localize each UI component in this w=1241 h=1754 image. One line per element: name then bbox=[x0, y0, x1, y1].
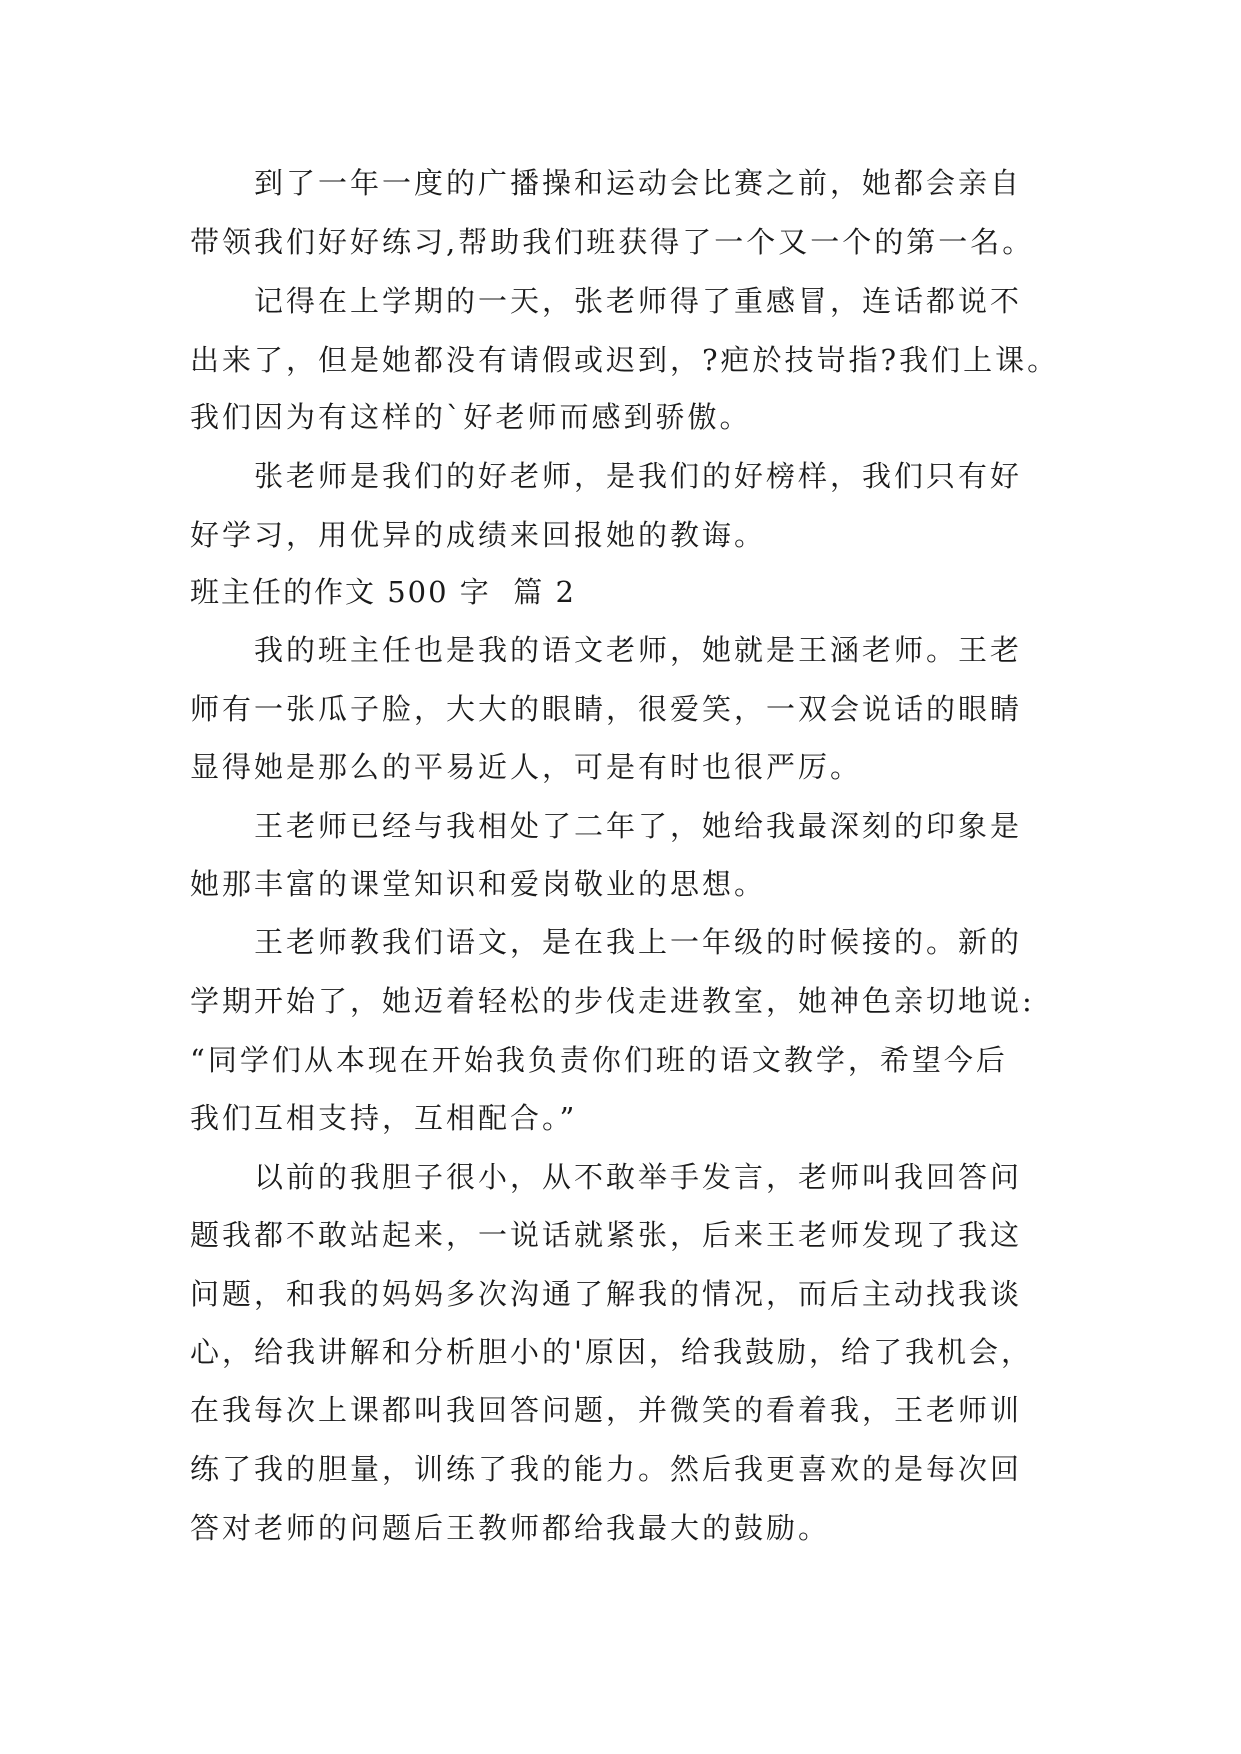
paragraph-7-line-2: 题我都不敢站起来，一说话就紧张，后来王老师发现了我这 bbox=[190, 1218, 1023, 1252]
paragraph-1-line-2: 带领我们好好练习,帮助我们班获得了一个又一个的第一名。 bbox=[190, 225, 1035, 259]
paragraph-7-line-1: 以前的我胆子很小，从不敢举手发言，老师叫我回答问 bbox=[254, 1160, 1023, 1194]
paragraph-2-line-3: 我们因为有这样的`好老师而感到骄傲。 bbox=[190, 400, 752, 434]
section-heading: 班主任的作文 500 字 篇 2 bbox=[190, 575, 576, 609]
paragraph-7-line-4: 心，给我讲解和分析胆小的'原因，给我鼓励，给了我机会， bbox=[190, 1335, 1033, 1369]
paragraph-6-line-4: 我们互相支持，互相配合。” bbox=[190, 1101, 578, 1135]
paragraph-6-line-1: 王老师教我们语文，是在我上一年级的时候接的。新的 bbox=[254, 925, 1023, 959]
paragraph-3-line-2: 好学习，用优异的成绩来回报她的教诲。 bbox=[190, 518, 767, 552]
paragraph-7-line-5: 在我每次上课都叫我回答问题，并微笑的看着我，王老师训 bbox=[190, 1393, 1023, 1427]
paragraph-5-line-1: 王老师已经与我相处了二年了，她给我最深刻的印象是 bbox=[254, 809, 1023, 843]
paragraph-7-line-6: 练了我的胆量，训练了我的能力。然后我更喜欢的是每次回 bbox=[190, 1452, 1023, 1486]
paragraph-4-line-2: 师有一张瓜子脸，大大的眼睛，很爱笑，一双会说话的眼睛 bbox=[190, 692, 1023, 726]
paragraph-2-line-1: 记得在上学期的一天，张老师得了重感冒，连话都说不 bbox=[254, 284, 1023, 318]
paragraph-1-line-1: 到了一年一度的广播操和运动会比赛之前，她都会亲自 bbox=[254, 166, 1023, 200]
paragraph-6-line-2: 学期开始了，她迈着轻松的步伐走进教室，她神色亲切地说: bbox=[190, 984, 1035, 1018]
paragraph-4-line-1: 我的班主任也是我的语文老师，她就是王涵老师。王老 bbox=[254, 633, 1023, 667]
paragraph-4-line-3: 显得她是那么的平易近人，可是有时也很严厉。 bbox=[190, 750, 863, 784]
paragraph-7-line-3: 问题，和我的妈妈多次沟通了解我的情况，而后主动找我谈 bbox=[190, 1277, 1023, 1311]
paragraph-6-line-3: “同学们从本现在开始我负责你们班的语文教学，希望今后 bbox=[190, 1043, 1008, 1077]
paragraph-7-line-7: 答对老师的问题后王教师都给我最大的鼓励。 bbox=[190, 1511, 831, 1545]
paragraph-2-line-2: 出来了，但是她都没有请假或迟到，?疤於技岢指?我们上课。 bbox=[190, 343, 1060, 377]
paragraph-5-line-2: 她那丰富的课堂知识和爱岗敬业的思想。 bbox=[190, 867, 767, 901]
paragraph-3-line-1: 张老师是我们的好老师，是我们的好榜样，我们只有好 bbox=[254, 459, 1023, 493]
